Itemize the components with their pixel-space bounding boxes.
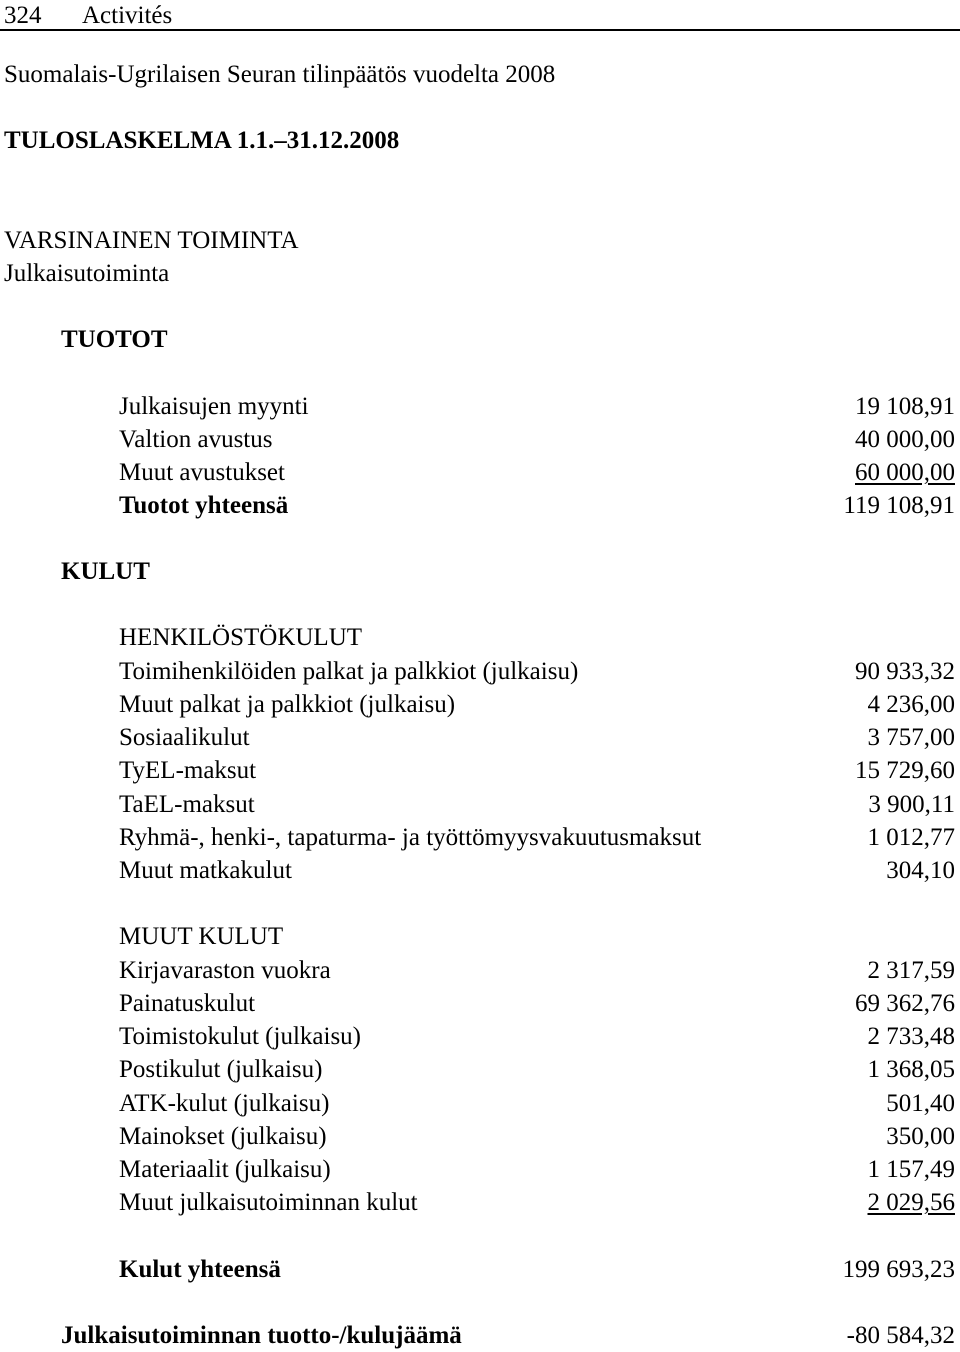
other-item-value: 1 368,05 (867, 1056, 955, 1083)
personnel-item-value: 3 900,11 (868, 791, 955, 818)
personnel-item-label: Sosiaalikulut (119, 724, 250, 751)
activity-heading: VARSINAINEN TOIMINTA (4, 227, 299, 254)
other-item-label: Muut julkaisutoiminnan kulut (119, 1189, 418, 1216)
income-total-label: Tuotot yhteensä (119, 492, 289, 519)
other-item-label: Postikulut (julkaisu) (119, 1056, 323, 1083)
personnel-heading: HENKILÖSTÖKULUT (119, 624, 363, 651)
personnel-item-value: 4 236,00 (867, 691, 955, 718)
other-item-value: 2 733,48 (867, 1023, 955, 1050)
income-item-value: 40 000,00 (855, 426, 955, 453)
personnel-item-value: 15 729,60 (855, 757, 955, 784)
document-title: Suomalais-Ugrilaisen Seuran tilinpäätös vuodelta 2008 (4, 61, 556, 88)
personnel-item-label: Muut matkakulut (119, 857, 292, 884)
personnel-item-value: 1 012,77 (867, 824, 955, 851)
personnel-item-value: 304,10 (886, 857, 955, 884)
other-item-label: ATK-kulut (julkaisu) (119, 1090, 330, 1117)
result-value: -80 584,32 (846, 1322, 955, 1349)
other-item-value: 1 157,49 (867, 1156, 955, 1183)
personnel-item-value: 3 757,00 (867, 724, 955, 751)
activity-subheading: Julkaisutoiminta (4, 260, 170, 287)
other-expenses-heading: MUUT KULUT (119, 923, 284, 950)
other-item-value: 2 317,59 (867, 957, 955, 984)
result-label: Julkaisutoiminnan tuotto-/kulujäämä (61, 1322, 462, 1349)
income-item-label: Muut avustukset (119, 459, 285, 486)
income-total-value: 119 108,91 (843, 492, 955, 519)
section-title: Activités (82, 2, 173, 29)
personnel-item-label: Toimihenkilöiden palkat ja palkkiot (julkaisu) (119, 658, 579, 685)
header-divider (0, 29, 960, 31)
other-item-value: 2 029,56 (867, 1189, 955, 1216)
statement-title: TULOSLASKELMA 1.1.–31.12.2008 (4, 127, 400, 154)
expenses-total-label: Kulut yhteensä (119, 1256, 281, 1283)
income-item-label: Julkaisujen myynti (119, 393, 309, 420)
other-item-value: 350,00 (886, 1123, 955, 1150)
other-item-label: Mainokset (julkaisu) (119, 1123, 327, 1150)
expenses-total-value: 199 693,23 (842, 1256, 955, 1283)
other-item-label: Kirjavaraston vuokra (119, 957, 331, 984)
expenses-heading: KULUT (61, 558, 150, 585)
personnel-item-label: Ryhmä-, henki-, tapaturma- ja työttömyysvakuutusmaksut (119, 824, 702, 851)
personnel-item-label: Muut palkat ja palkkiot (julkaisu) (119, 691, 456, 718)
other-item-label: Painatuskulut (119, 990, 256, 1017)
income-item-value: 60 000,00 (855, 459, 955, 486)
income-item-label: Valtion avustus (119, 426, 273, 453)
income-item-value: 19 108,91 (855, 393, 955, 420)
other-item-label: Materiaalit (julkaisu) (119, 1156, 331, 1183)
page-number: 324 (4, 2, 42, 29)
personnel-item-label: TyEL-maksut (119, 757, 257, 784)
other-item-value: 501,40 (886, 1090, 955, 1117)
personnel-item-value: 90 933,32 (855, 658, 955, 685)
other-item-label: Toimistokulut (julkaisu) (119, 1023, 361, 1050)
income-heading: TUOTOT (61, 326, 168, 353)
personnel-item-label: TaEL-maksut (119, 791, 255, 818)
other-item-value: 69 362,76 (855, 990, 955, 1017)
